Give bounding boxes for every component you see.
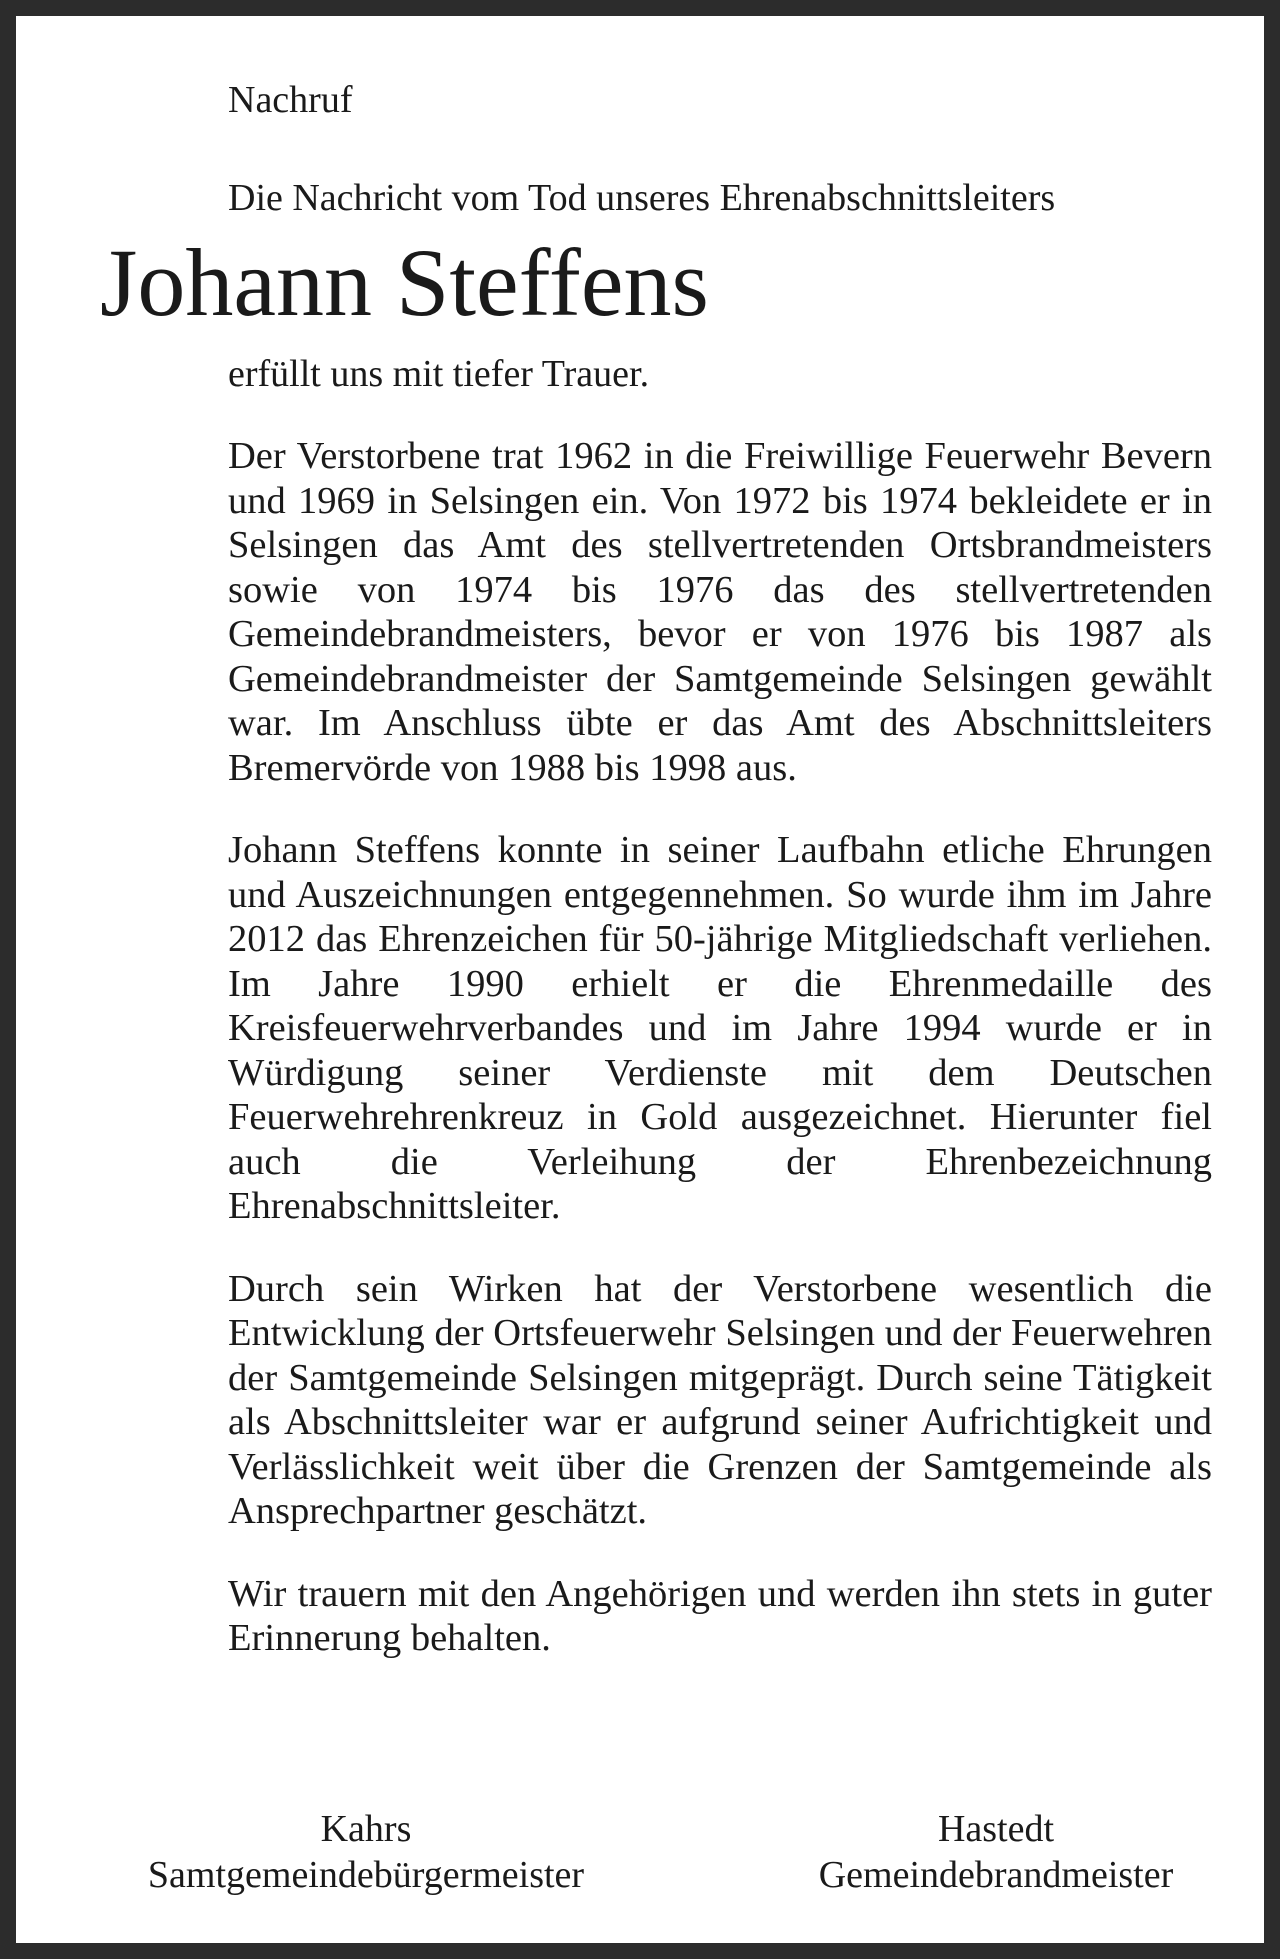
- signature-right-title: Gemeindebrandmeister: [818, 1854, 1174, 1896]
- paragraph-mourning: Wir trauern mit den Angehörigen und werden ihn stets in guter Erinnerung behalten.: [228, 1572, 1212, 1659]
- notice-intro: Die Nachricht vom Tod unseres Ehrenabschnittsleiters: [228, 177, 1056, 219]
- signature-left: [86, 1806, 646, 1898]
- signature-right-name: Hastedt: [937, 1808, 1055, 1850]
- notice-content: [16, 16, 1264, 1943]
- signature-right: [766, 1806, 1226, 1898]
- deceased-name: Johann Steffens: [100, 229, 709, 336]
- paragraph-career: Der Verstorbene trat 1962 in die Freiwillige Feuerwehr Bevern und 1969 in Selsingen ein. Von 1972 bis 1974 bekleidete er in Selsingen das Amt des stellvertretenden Ortsbrandmeisters sowie von 1974 bis 1976 das des stellvertretenden Gemeindebrandmeisters, bevor er von 1976 bis 1987 als Gemeindebrandmeister der Samtgemeinde Selsingen gewählt war. Im Anschluss übte er das Amt des Abschnittsleiters Bremervörde von 1988 bis 1998 aus.: [228, 435, 1212, 789]
- notice-heading: Nachruf: [228, 79, 353, 121]
- paragraph-legacy: Durch sein Wirken hat der Verstorbene wesentlich die Entwicklung der Ortsfeuerwehr Selsingen und der Feuerwehren der Samtgemeinde Selsingen mitgeprägt. Durch seine Tätigkeit als Abschnittsleiter war er aufgrund seiner Aufrichtigkeit und Verlässlichkeit weit über die Grenzen der Samtgemeinde als Ansprechpartner geschätzt.: [228, 1267, 1212, 1532]
- signature-left-name: Kahrs: [320, 1808, 412, 1850]
- notice-after-name: erfüllt uns mit tiefer Trauer.: [228, 353, 650, 395]
- notice-body: [228, 434, 1212, 1699]
- paragraph-honors: Johann Steffens konnte in seiner Laufbahn etliche Ehrungen und Auszeichnungen entgegennehmen. So wurde ihm im Jahre 2012 das Ehrenzeichen für 50-jährige Mitgliedschaft verliehen. Im Jahre 1990 erhielt er die Ehrenmedaille des Kreisfeuerwehrverbandes und im Jahre 1994 wurde er in Würdigung seiner Verdienste mit dem Deutschen Feuerwehrehrenkreuz in Gold ausgezeichnet. Hierunter fiel auch die Verleihung der Ehrenbezeichnung Ehrenabschnittsleiter.: [228, 829, 1212, 1227]
- signature-block: [86, 1806, 1226, 1916]
- signature-left-title: Samtgemeindebürgermeister: [147, 1854, 585, 1896]
